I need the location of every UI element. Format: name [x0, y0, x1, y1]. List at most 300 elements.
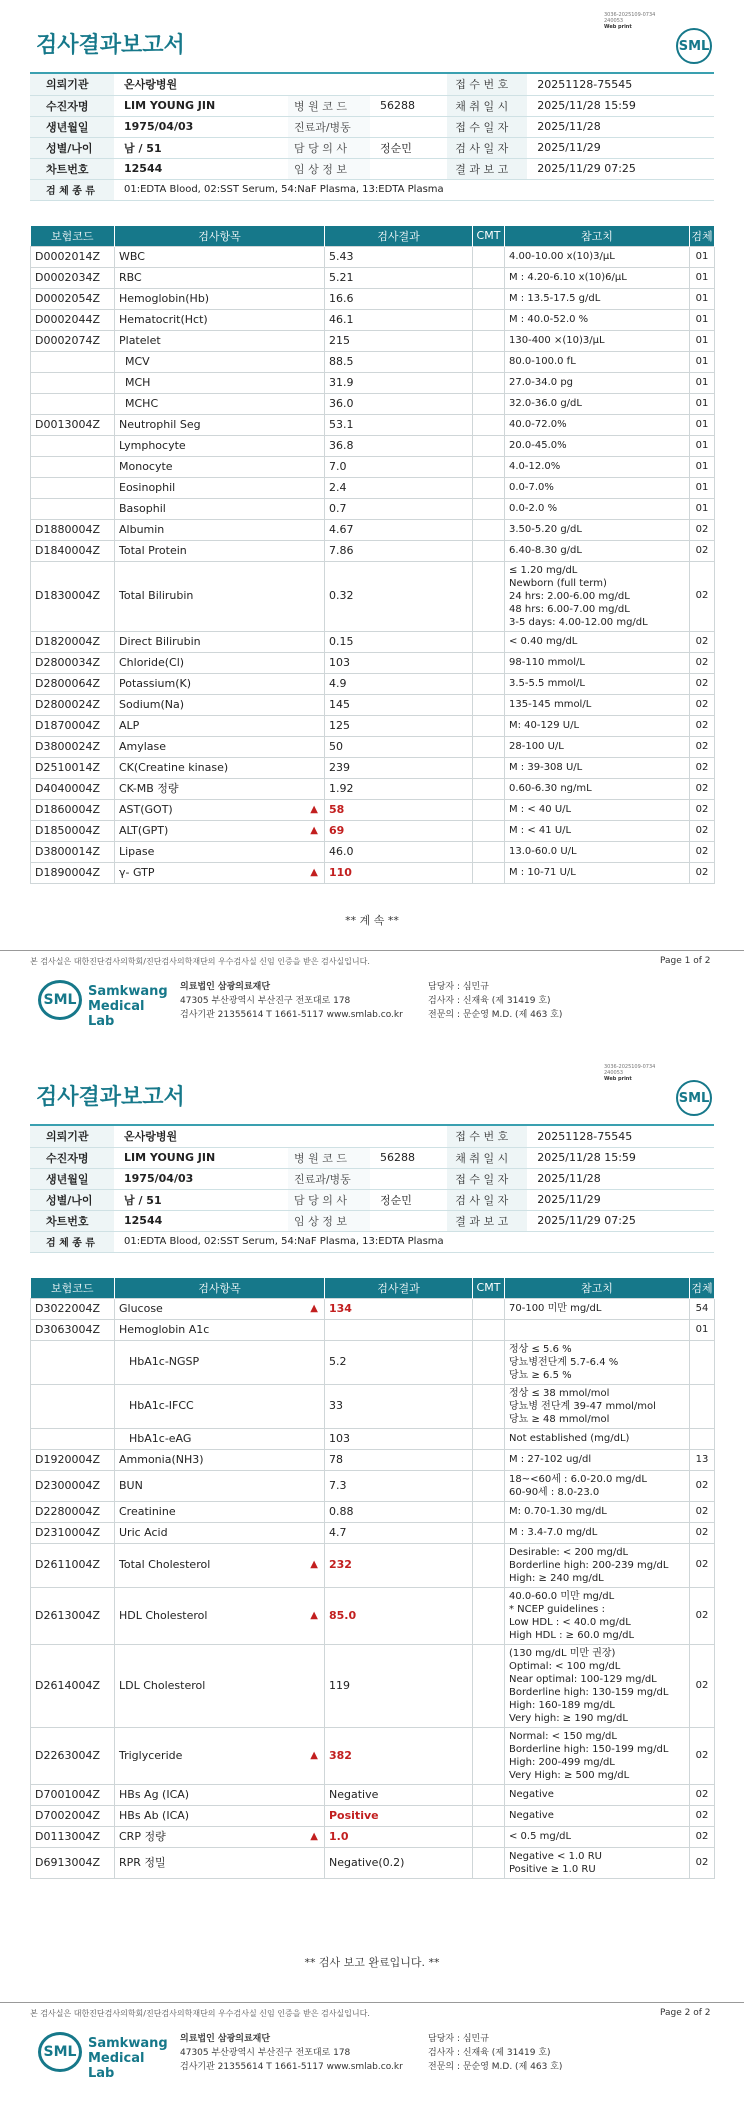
cmt-cell [473, 498, 505, 519]
table-row [31, 267, 715, 288]
specimen-code: 02 [690, 519, 715, 540]
reference-range: ≤ 1.20 mg/dL Newborn (full term) 24 hrs: 2.00-6.00 mg/dL 48 hrs: 6.00-7.00 mg/dL 3-5 days: 4.00-12.00 mg/dL [505, 561, 690, 631]
samkwang-logo: SML Samkwang Medical Lab [38, 2030, 148, 2076]
cmt-cell [473, 1428, 505, 1449]
test-result: 36.0 [325, 393, 473, 414]
cmt-cell [473, 540, 505, 561]
test-item [115, 246, 325, 267]
test-code: D2800024Z [31, 694, 115, 715]
test-item-label: γ- GTP [119, 865, 155, 879]
reference-range: M : < 41 U/L [505, 820, 690, 841]
reference-range: 40.0-60.0 미만 mg/dL * NCEP guidelines : Low HDL : < 40.0 mg/dL High HDL : ≥ 60.0 mg/dL [505, 1587, 690, 1644]
table-row [31, 1522, 715, 1543]
reference-range: 0.0-7.0% [505, 477, 690, 498]
test-code: D0002044Z [31, 309, 115, 330]
test-item [115, 1522, 325, 1543]
test-item-label: HbA1c-eAG [129, 1431, 192, 1445]
specimen-code: 02 [690, 841, 715, 862]
reference-range: M : < 40 U/L [505, 799, 690, 820]
specimen-code [690, 1428, 715, 1449]
test-result: Positive [325, 1805, 473, 1826]
reference-range: Normal: < 150 mg/dL Borderline high: 150-199 mg/dL High: 200-499 mg/dL Very High: ≥ 500 mg/dL [505, 1727, 690, 1784]
reference-range: 70-100 미만 mg/dL [505, 1298, 690, 1319]
results-table: 보험코드 검사항목 검사결과 CMT 참고치 검체 D3022004Z Glucose ▲ 134 70-100 미만 mg/dL 54 D3063004Z Hemoglobin A1c 01 HbA1c-NGSP 5.2 정상 ≤ 5.6 % 당뇨병전단계 5.7-6.4 % 당뇨 ≥ 6.5 % HbA1c-IFCC 33 정상 ≤ 38 mmol/mol 당뇨병 전단계 39-47 mmol/mol 당뇨 ≥ 48 mmol/mol HbA1c-eAG 103 Not established (mg/dL) D1920004Z Ammonia(NH3) 78 M : 27-102 ug/dl 13 D2300004Z BUN 7.3 18~<60세 : 6.0-20.0 mg/dL 60-90세 : 8.0-23.0 02 D2280004Z Creatinine 0.88 M: 0.70-1.30 mg/dL 02 D2310004Z Uric Acid 4.7 M : 3.4-7.0 mg/dL 02 D2611004Z Total Cholesterol ▲ 232 Desirable: < 200 mg/dL Borderline high: 200-239 mg/dL High: ≥ 240 mg/dL 02 D2613004Z HDL Cholesterol ▲ 85.0 40.0-60.0 미만 mg/dL * NCEP guidelines : Low HDL : < 40.0 mg/dL High HDL : ≥ 60.0 mg/dL 02 D2614004Z LDL Cholesterol 119 (130 mg/dL 미만 권장) Optimal: < 100 mg/dL Near optimal: 100-129 mg/dL Borderline high: 130-159 mg/dL High: 160-189 mg/dL Very high: ≥ 190 mg/dL 02 D2263004Z Triglyceride ▲ 382 Normal: < 150 mg/dL Borderline high: 150-199 mg/dL High: 200-499 mg/dL Very High: ≥ 500 mg/dL 02 D7001004Z HBs Ag (ICA) Negative Negative 02 D7002004Z HBs Ab (ICA) Positive Negative 02 D0113004Z CRP 정량 ▲ 1.0 < 0.5 mg/dL 02 D6913004Z RPR 정밀 Negative(0.2) Negative < 1.0 RU Positive ≥ 1.0 RU 02 [30, 1278, 715, 1879]
specimen-code: 01 [690, 477, 715, 498]
certification-text: 본 검사실은 대한진단검사의학회/진단검사의학재단의 우수검사실 신임 인증을 받은 검사실입니다. [30, 957, 370, 966]
test-item-label: WBC [119, 249, 145, 263]
reference-range: 0.60-6.30 ng/mL [505, 778, 690, 799]
table-row [31, 1805, 715, 1826]
test-item [115, 1449, 325, 1470]
reference-range: 정상 ≤ 5.6 % 당뇨병전단계 5.7-6.4 % 당뇨 ≥ 6.5 % [505, 1340, 690, 1384]
table-row [31, 372, 715, 393]
test-item [115, 652, 325, 673]
test-item [115, 519, 325, 540]
specimen-code: 01 [690, 267, 715, 288]
cmt-cell [473, 393, 505, 414]
reference-range: M: 0.70-1.30 mg/dL [505, 1501, 690, 1522]
test-item [115, 757, 325, 778]
test-item [115, 1805, 325, 1826]
reference-range: Not established (mg/dL) [505, 1428, 690, 1449]
reference-range: (130 mg/dL 미만 권장) Optimal: < 100 mg/dL Near optimal: 100-129 mg/dL Borderline high: 130-159 mg/dL High: 160-189 mg/dL Very high: ≥ 190 mg/dL [505, 1644, 690, 1727]
test-item [115, 414, 325, 435]
test-item [115, 372, 325, 393]
reference-range: M : 10-71 U/L [505, 862, 690, 883]
test-item-label: ALT(GPT) [119, 823, 169, 837]
test-code: D2310004Z [31, 1522, 115, 1543]
table-row [31, 652, 715, 673]
specimen-code: 02 [690, 1501, 715, 1522]
test-code: D4040004Z [31, 778, 115, 799]
test-item [115, 694, 325, 715]
specimen-code: 02 [690, 1826, 715, 1847]
test-code: D2280004Z [31, 1501, 115, 1522]
test-item [115, 267, 325, 288]
test-result: 69 [325, 820, 473, 841]
reference-range: M : 13.5-17.5 g/dL [505, 288, 690, 309]
test-item-label: Platelet [119, 333, 161, 347]
table-row [31, 715, 715, 736]
test-item-label: Ammonia(NH3) [119, 1452, 204, 1466]
test-item [115, 1470, 325, 1501]
test-result: 0.7 [325, 498, 473, 519]
reference-range [505, 1319, 690, 1340]
test-item [115, 1644, 325, 1727]
reference-range: 27.0-34.0 pg [505, 372, 690, 393]
test-code: D3800014Z [31, 841, 115, 862]
patient-info-table: 의뢰기관 온사랑병원 접 수 번 호 20251128-75545 수진자명 LIM YOUNG JIN 병 원 코 드 56288 채 취 일 시 2025/11/28 15:59 생년월일 1975/04/03 진료과/병동 접 수 일 자 2025/11/28 성별/나이 남 / 51 담 당 의 사 정순민 검 사 일 자 2025/11/29 차트번호 12544 임 상 정 보 결 과 보 고 2025/11/29 07:25 검 체 종 류 01:EDTA Blood, 02:SST Serum, 54:NaF Plasma, 13:EDTA Plasma [30, 74, 714, 201]
specimen-code: 02 [690, 778, 715, 799]
specimen-code: 02 [690, 715, 715, 736]
specimen-code: 01 [690, 498, 715, 519]
high-flag-icon: ▲ [310, 1302, 318, 1314]
test-item-label: ALP [119, 718, 140, 732]
test-code: D2800064Z [31, 673, 115, 694]
test-result: 5.43 [325, 246, 473, 267]
test-item-label: Monocyte [119, 459, 173, 473]
cmt-cell [473, 309, 505, 330]
table-row [31, 1826, 715, 1847]
test-item [115, 351, 325, 372]
test-result: 239 [325, 757, 473, 778]
sml-logo-icon: SML [676, 1080, 712, 1116]
test-result: 7.86 [325, 540, 473, 561]
high-flag-icon: ▲ [310, 1830, 318, 1842]
test-code: D1920004Z [31, 1449, 115, 1470]
specimen-code: 13 [690, 1449, 715, 1470]
cmt-cell [473, 736, 505, 757]
document-id: 3036-2025109-0734 240053 Web print [604, 12, 656, 30]
cmt-cell [473, 1727, 505, 1784]
test-item-label: MCH [125, 375, 151, 389]
cmt-cell [473, 1826, 505, 1847]
table-row [31, 820, 715, 841]
table-row [31, 778, 715, 799]
table-row [31, 246, 715, 267]
test-result: Negative(0.2) [325, 1847, 473, 1878]
test-item-label: CRP 정량 [119, 1829, 166, 1843]
reference-range: Negative [505, 1784, 690, 1805]
test-result: 0.32 [325, 561, 473, 631]
test-result: 5.21 [325, 267, 473, 288]
specimen-code: 02 [690, 1784, 715, 1805]
test-item-label: Sodium(Na) [119, 697, 184, 711]
test-result: 103 [325, 652, 473, 673]
cmt-cell [473, 414, 505, 435]
test-item-label: MCV [125, 354, 150, 368]
sml-logo-icon: SML [38, 2032, 82, 2072]
test-item [115, 1384, 325, 1428]
test-result: 215 [325, 330, 473, 351]
test-result: 58 [325, 799, 473, 820]
cmt-cell [473, 1470, 505, 1501]
specimen-code: 01 [690, 393, 715, 414]
specimen-code: 02 [690, 1543, 715, 1587]
test-item [115, 1428, 325, 1449]
cmt-cell [473, 1522, 505, 1543]
table-row [31, 757, 715, 778]
test-result: 7.0 [325, 456, 473, 477]
reference-range: 13.0-60.0 U/L [505, 841, 690, 862]
table-row [31, 1644, 715, 1727]
test-code: D2614004Z [31, 1644, 115, 1727]
test-code [31, 1340, 115, 1384]
high-flag-icon: ▲ [310, 866, 318, 878]
table-row [31, 673, 715, 694]
test-item-label: Total Protein [119, 543, 187, 557]
test-result: 53.1 [325, 414, 473, 435]
patient-info-table: 의뢰기관 온사랑병원 접 수 번 호 20251128-75545 수진자명 LIM YOUNG JIN 병 원 코 드 56288 채 취 일 시 2025/11/28 15:59 생년월일 1975/04/03 진료과/병동 접 수 일 자 2025/11/28 성별/나이 남 / 51 담 당 의 사 정순민 검 사 일 자 2025/11/29 차트번호 12544 임 상 정 보 결 과 보 고 2025/11/29 07:25 검 체 종 류 01:EDTA Blood, 02:SST Serum, 54:NaF Plasma, 13:EDTA Plasma [30, 1126, 714, 1253]
reference-range: 32.0-36.0 g/dL [505, 393, 690, 414]
reference-range: 135-145 mmol/L [505, 694, 690, 715]
test-item-label: Albumin [119, 522, 165, 536]
results-table: 보험코드 검사항목 검사결과 CMT 참고치 검체 D0002014Z WBC 5.43 4.00-10.00 x(10)3/μL 01 D0002034Z RBC 5.21 M : 4.20-6.10 x(10)6/μL 01 D0002054Z Hemoglobin(Hb) 16.6 M : 13.5-17.5 g/dL 01 D0002044Z Hematocrit(Hct) 46.1 M : 40.0-52.0 % 01 D0002074Z Platelet 215 130-400 ×(10)3/μL 01 MCV 88.5 80.0-100.0 fL 01 MCH 31.9 27.0-34.0 pg 01 MCHC 36.0 32.0-36.0 g/dL 01 D0013004Z Neutrophil Seg 53.1 40.0-72.0% 01 Lymphocyte 36.8 20.0-45.0% 01 Monocyte 7.0 4.0-12.0% 01 Eosinophil 2.4 0.0-7.0% 01 Basophil 0.7 0.0-2.0 % 01 D1880004Z Albumin 4.67 3.50-5.20 g/dL 02 D1840004Z Total Protein 7.86 6.40-8.30 g/dL 02 D1830004Z Total Bilirubin 0.32 ≤ 1.20 mg/dL Newborn (full term) 24 hrs: 2.00-6.00 mg/dL 48 hrs: 6.00-7.00 mg/dL 3-5 days: 4.00-12.00 mg/dL 02 D1820004Z Direct Bilirubin 0.15 < 0.40 mg/dL 02 D2800034Z Chloride(Cl) 103 98-110 mmol/L 02 D2800064Z Potassium(K) 4.9 3.5-5.5 mmol/L 02 D2800024Z Sodium(Na) 145 135-145 mmol/L 02 D1870004Z ALP 125 M: 40-129 U/L 02 D3800024Z Amylase 50 28-100 U/L 02 D2510014Z CK(Creatine kinase) 239 M : 39-308 U/L 02 D4040004Z CK-MB 정량 1.92 0.60-6.30 ng/mL 02 D1860004Z AST(GOT) ▲ 58 M : < 40 U/L 02 D1850004Z ALT(GPT) ▲ 69 M : < 41 U/L 02 D3800014Z Lipase 46.0 13.0-60.0 U/L 02 D1890004Z γ- GTP ▲ 110 M : 10-71 U/L 02 [30, 226, 715, 884]
specimen-code: 02 [690, 1470, 715, 1501]
report-page-2 [0, 1052, 744, 2104]
specimen-code [690, 1340, 715, 1384]
test-item [115, 1543, 325, 1587]
test-code: D1820004Z [31, 631, 115, 652]
cmt-cell [473, 1384, 505, 1428]
test-result: 4.67 [325, 519, 473, 540]
test-result: 50 [325, 736, 473, 757]
table-row [31, 631, 715, 652]
test-result: 46.1 [325, 309, 473, 330]
test-code: D1840004Z [31, 540, 115, 561]
test-item [115, 498, 325, 519]
test-item-label: Hematocrit(Hct) [119, 312, 208, 326]
table-row [31, 1449, 715, 1470]
specimen-code: 01 [690, 309, 715, 330]
test-code: D0013004Z [31, 414, 115, 435]
table-row [31, 540, 715, 561]
table-row [31, 309, 715, 330]
test-code: D2611004Z [31, 1543, 115, 1587]
test-item-label: Triglyceride [119, 1748, 183, 1762]
test-item [115, 330, 325, 351]
table-row [31, 351, 715, 372]
table-row [31, 841, 715, 862]
test-item-label: HBs Ag (ICA) [119, 1787, 190, 1801]
continue-note: ** 계 속 ** [345, 914, 399, 927]
test-result: 4.7 [325, 1522, 473, 1543]
reference-range: 3.5-5.5 mmol/L [505, 673, 690, 694]
table-row [31, 435, 715, 456]
test-result: 4.9 [325, 673, 473, 694]
reference-range: M : 39-308 U/L [505, 757, 690, 778]
specimen-code: 01 [690, 456, 715, 477]
specimen-code: 02 [690, 1522, 715, 1543]
test-code: D0002074Z [31, 330, 115, 351]
test-item [115, 841, 325, 862]
foundation-info: 의료법인 삼광의료재단 47305 부산광역시 부산진구 전포대로 178 검사기관 21355614 T 1661-5117 www.smlab.co.kr [180, 2034, 403, 2072]
test-result: 16.6 [325, 288, 473, 309]
reference-range: M: 40-129 U/L [505, 715, 690, 736]
reference-range: M : 4.20-6.10 x(10)6/μL [505, 267, 690, 288]
cmt-cell [473, 1784, 505, 1805]
specimen-code: 02 [690, 652, 715, 673]
table-row [31, 477, 715, 498]
test-code: D1830004Z [31, 561, 115, 631]
test-result: 0.88 [325, 1501, 473, 1522]
test-item-label: Potassium(K) [119, 676, 192, 690]
test-code [31, 372, 115, 393]
test-item-label: Neutrophil Seg [119, 417, 201, 431]
test-item [115, 477, 325, 498]
cmt-cell [473, 1501, 505, 1522]
specimen-code: 02 [690, 1727, 715, 1784]
cmt-cell [473, 456, 505, 477]
reference-range: 3.50-5.20 g/dL [505, 519, 690, 540]
cmt-cell [473, 351, 505, 372]
test-item [115, 1340, 325, 1384]
sml-logo-icon: SML [676, 28, 712, 64]
table-row [31, 393, 715, 414]
test-code: D0002014Z [31, 246, 115, 267]
cmt-cell [473, 778, 505, 799]
test-code: D1850004Z [31, 820, 115, 841]
test-item-label: Glucose [119, 1301, 163, 1315]
test-result: 88.5 [325, 351, 473, 372]
test-item [115, 540, 325, 561]
test-item-label: Total Bilirubin [119, 589, 194, 602]
test-result: 33 [325, 1384, 473, 1428]
table-row [31, 862, 715, 883]
specimen-code: 02 [690, 631, 715, 652]
test-result: 2.4 [325, 477, 473, 498]
page-number: Page 1 of 2 [660, 956, 711, 966]
table-row [31, 561, 715, 631]
table-row [31, 736, 715, 757]
table-row [31, 288, 715, 309]
high-flag-icon: ▲ [310, 824, 318, 836]
test-code [31, 393, 115, 414]
reference-range: 20.0-45.0% [505, 435, 690, 456]
table-row [31, 1587, 715, 1644]
test-result: 1.0 [325, 1826, 473, 1847]
reference-range: 40.0-72.0% [505, 414, 690, 435]
specimen-code: 02 [690, 561, 715, 631]
cmt-cell [473, 841, 505, 862]
test-item-label: CK(Creatine kinase) [119, 760, 229, 774]
document-id: 3036-2025109-0734 240053 Web print [604, 1064, 656, 1082]
test-code: D2510014Z [31, 757, 115, 778]
cmt-cell [473, 652, 505, 673]
high-flag-icon: ▲ [310, 803, 318, 815]
test-item-label: HbA1c-NGSP [129, 1355, 200, 1368]
test-item [115, 393, 325, 414]
reference-range: Negative [505, 1805, 690, 1826]
test-item [115, 1501, 325, 1522]
specimen-code: 02 [690, 736, 715, 757]
cmt-cell [473, 267, 505, 288]
test-result: 5.2 [325, 1340, 473, 1384]
test-result: 125 [325, 715, 473, 736]
test-code: D2263004Z [31, 1727, 115, 1784]
table-row [31, 414, 715, 435]
cmt-cell [473, 1847, 505, 1878]
test-item-label: Chloride(Cl) [119, 655, 185, 669]
cmt-cell [473, 1805, 505, 1826]
test-code [31, 1384, 115, 1428]
high-flag-icon: ▲ [310, 1749, 318, 1761]
test-item [115, 1847, 325, 1878]
specimen-code: 01 [690, 246, 715, 267]
cmt-cell [473, 435, 505, 456]
test-item [115, 288, 325, 309]
test-item [115, 309, 325, 330]
cmt-cell [473, 1543, 505, 1587]
reference-range: 4.00-10.00 x(10)3/μL [505, 246, 690, 267]
test-item-label: HBs Ab (ICA) [119, 1808, 190, 1822]
table-row [31, 694, 715, 715]
test-item [115, 673, 325, 694]
table-row [31, 1340, 715, 1384]
test-result: 46.0 [325, 841, 473, 862]
reference-range: 98-110 mmol/L [505, 652, 690, 673]
test-result: 103 [325, 1428, 473, 1449]
test-result: 7.3 [325, 1470, 473, 1501]
specimen-code: 02 [690, 1805, 715, 1826]
test-result: 134 [325, 1298, 473, 1319]
test-item-label: Total Cholesterol [119, 1558, 211, 1571]
table-row [31, 1784, 715, 1805]
page-number: Page 2 of 2 [660, 2008, 711, 2018]
specimen-code: 02 [690, 694, 715, 715]
reference-range: 80.0-100.0 fL [505, 351, 690, 372]
cmt-cell [473, 1340, 505, 1384]
test-code: D2300004Z [31, 1470, 115, 1501]
test-item [115, 561, 325, 631]
cmt-cell [473, 1449, 505, 1470]
cmt-cell [473, 715, 505, 736]
specimen-code: 01 [690, 1319, 715, 1340]
test-code [31, 1428, 115, 1449]
test-result [325, 1319, 473, 1340]
specimen-code: 01 [690, 372, 715, 393]
test-item-label: AST(GOT) [119, 802, 173, 816]
test-item-label: CK-MB 정량 [119, 781, 179, 795]
specimen-code: 02 [690, 673, 715, 694]
specimen-code: 02 [690, 1644, 715, 1727]
test-code: D1860004Z [31, 799, 115, 820]
cmt-cell [473, 757, 505, 778]
test-code: D0002054Z [31, 288, 115, 309]
specimen-code [690, 1384, 715, 1428]
test-item [115, 1727, 325, 1784]
test-code: D1890004Z [31, 862, 115, 883]
table-row [31, 330, 715, 351]
test-item-label: Lipase [119, 844, 155, 858]
test-item-label: Direct Bilirubin [119, 634, 201, 648]
high-flag-icon: ▲ [310, 1609, 318, 1621]
test-item-label: Creatinine [119, 1504, 176, 1518]
table-row [31, 498, 715, 519]
test-result: 119 [325, 1644, 473, 1727]
table-row [31, 1384, 715, 1428]
test-item-label: RBC [119, 270, 142, 284]
table-row [31, 1501, 715, 1522]
test-item [115, 715, 325, 736]
table-row [31, 1319, 715, 1340]
reference-range: 6.40-8.30 g/dL [505, 540, 690, 561]
table-row [31, 456, 715, 477]
test-item [115, 1784, 325, 1805]
test-result: Negative [325, 1784, 473, 1805]
test-item-label: MCHC [125, 396, 159, 410]
cmt-cell [473, 561, 505, 631]
specimen-code: 02 [690, 757, 715, 778]
test-code: D1880004Z [31, 519, 115, 540]
specimen-code: 01 [690, 330, 715, 351]
test-result: 85.0 [325, 1587, 473, 1644]
test-code [31, 498, 115, 519]
test-code: D3800024Z [31, 736, 115, 757]
specimen-code: 02 [690, 1847, 715, 1878]
cmt-cell [473, 1644, 505, 1727]
specimen-code: 01 [690, 414, 715, 435]
table-row [31, 1727, 715, 1784]
certification-text: 본 검사실은 대한진단검사의학회/진단검사의학재단의 우수검사실 신임 인증을 받은 검사실입니다. [30, 2009, 370, 2018]
test-result: 382 [325, 1727, 473, 1784]
test-item-label: Hemoglobin A1c [119, 1322, 210, 1336]
test-code: D7002004Z [31, 1805, 115, 1826]
reference-range: 130-400 ×(10)3/μL [505, 330, 690, 351]
table-row [31, 1470, 715, 1501]
reference-range: Desirable: < 200 mg/dL Borderline high: 200-239 mg/dL High: ≥ 240 mg/dL [505, 1543, 690, 1587]
specimen-code: 01 [690, 435, 715, 456]
